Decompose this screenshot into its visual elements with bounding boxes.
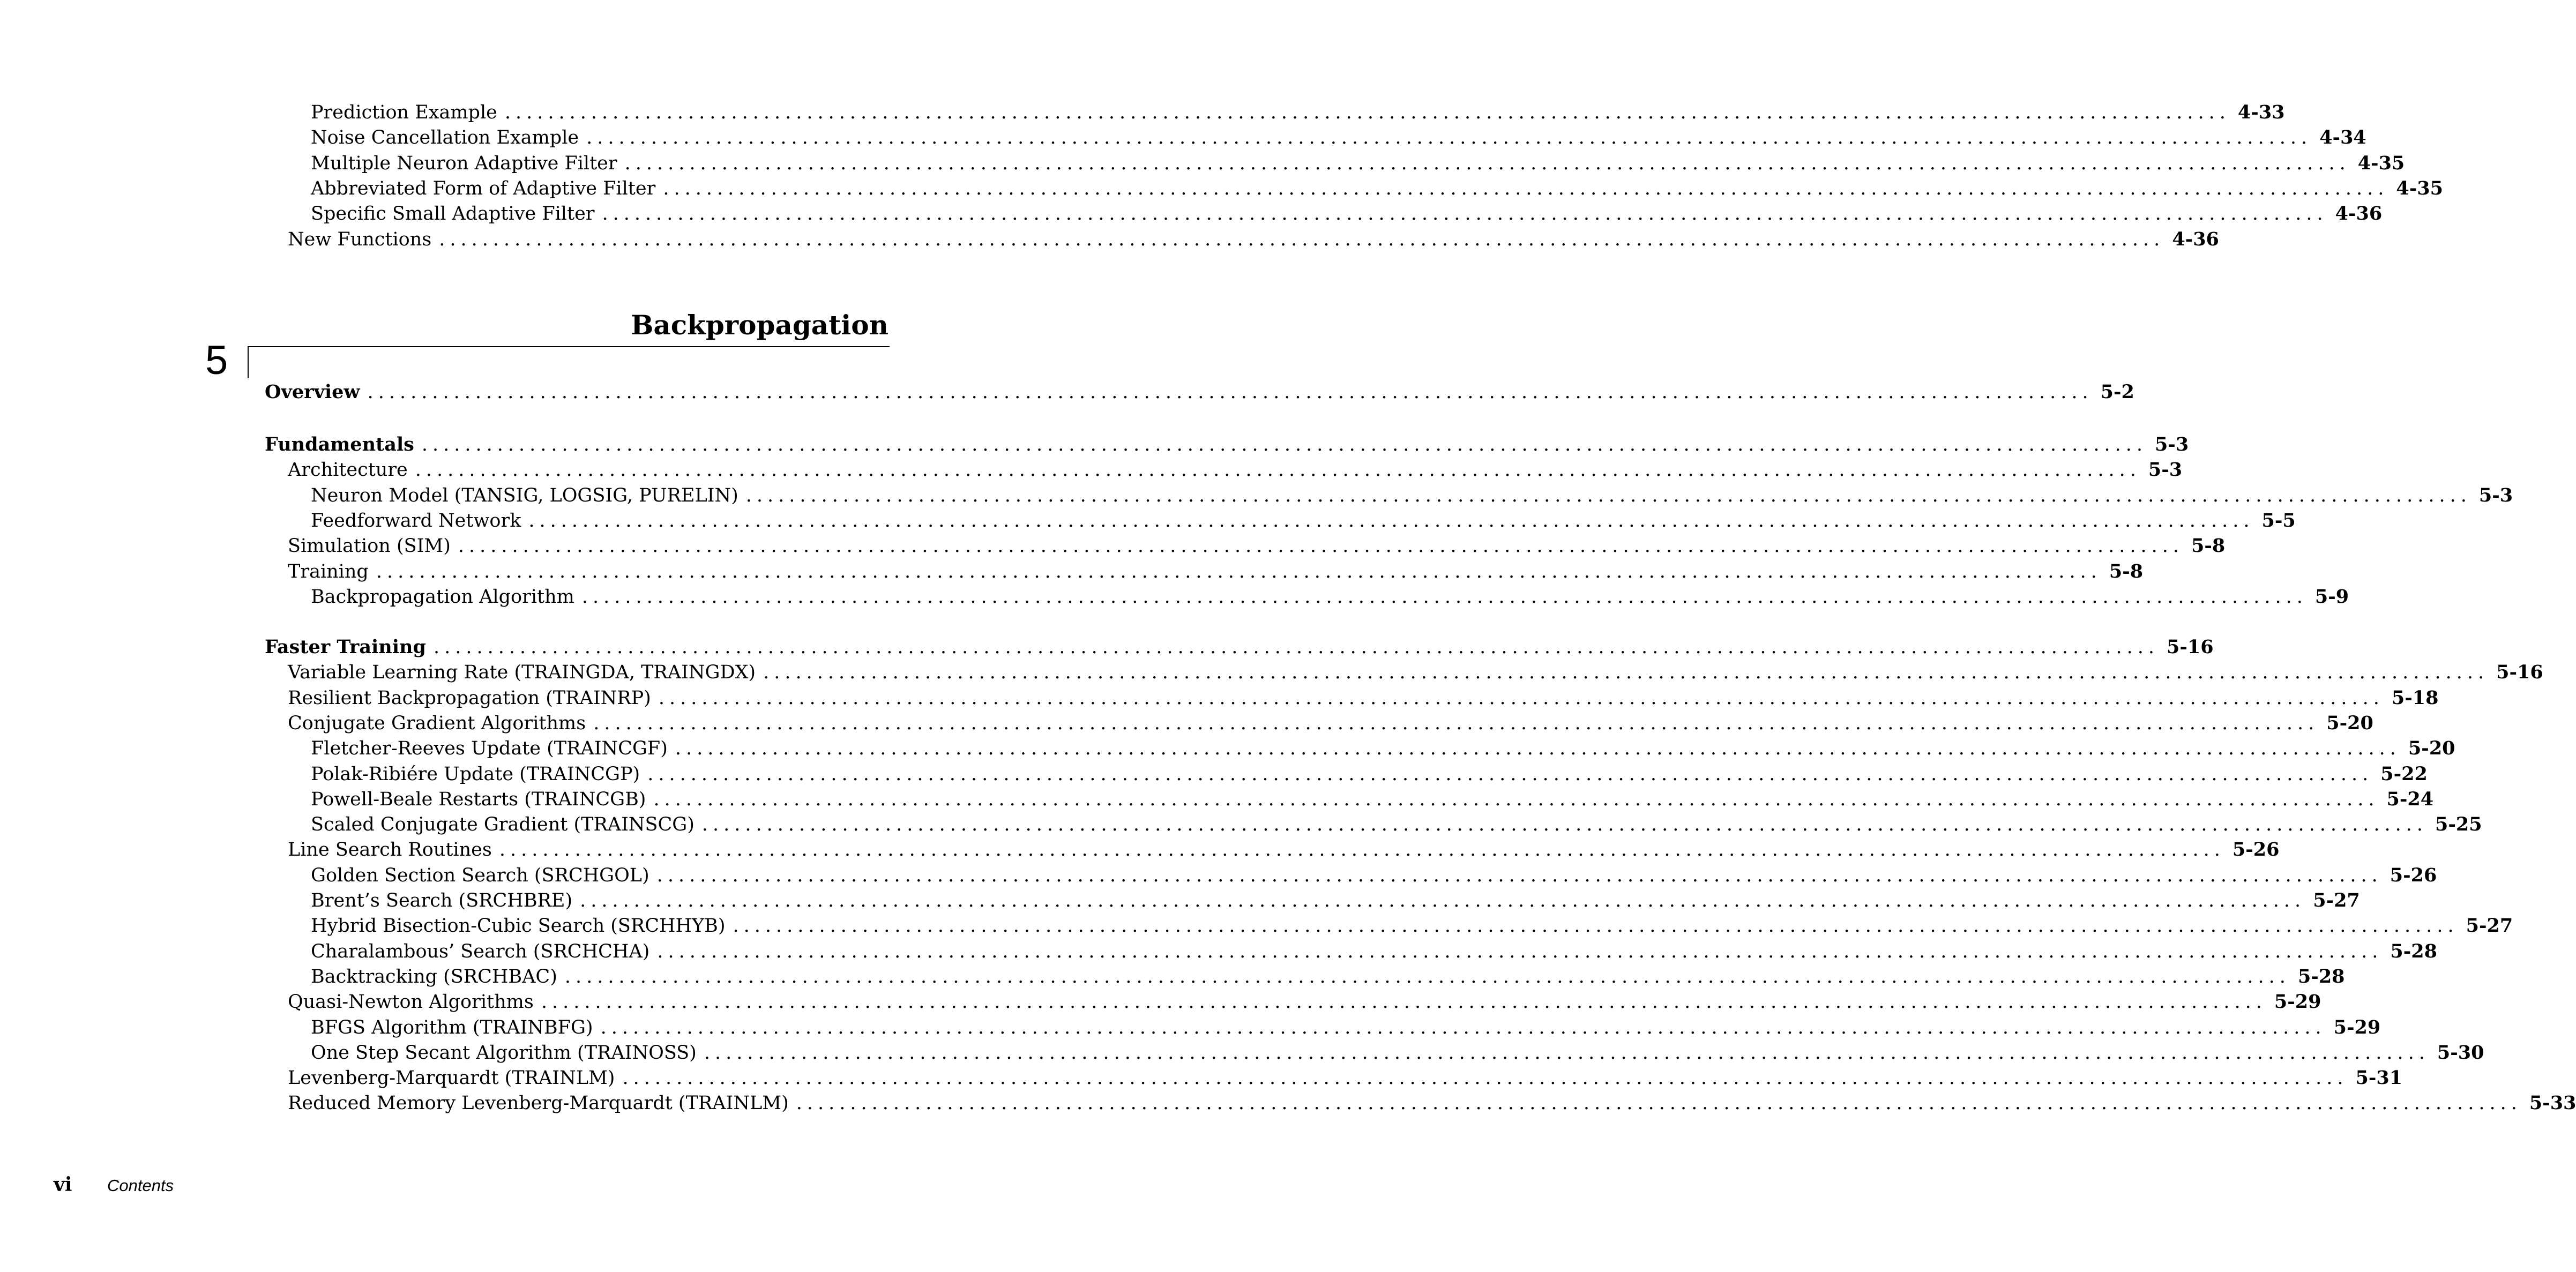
toc-entry[interactable] xyxy=(311,863,2437,888)
toc-entry-page-number: 5-20 xyxy=(2326,712,2373,734)
toc-entry-page-number: 5-22 xyxy=(2380,762,2428,785)
toc-entry-page-number: 5-8 xyxy=(2191,535,2226,557)
chapter-number: 5 xyxy=(205,338,228,383)
toc-entry-page-number: 5-25 xyxy=(2435,813,2482,836)
toc-dot-leader: ................................................................................................................................................................ xyxy=(439,228,2165,250)
toc-entry-page-number: 5-28 xyxy=(2297,965,2345,987)
toc-entry[interactable] xyxy=(311,913,2513,938)
toc-entry-label: Noise Cancellation Example xyxy=(311,127,579,149)
toc-entry-label: Prediction Example xyxy=(311,102,497,123)
toc-dot-leader: ................................................................................................................................................................ xyxy=(658,687,2384,709)
toc-entry-label: Charalambous’ Search (SRCHCHA) xyxy=(311,940,650,962)
toc-entry-label: Fundamentals xyxy=(265,433,414,455)
toc-entry-page-number: 4-33 xyxy=(2237,101,2285,123)
toc-entry[interactable] xyxy=(288,457,2183,482)
toc-dot-leader: ................................................................................................................................................................ xyxy=(647,763,2373,785)
toc-dot-leader: ................................................................................................................................................................ xyxy=(367,381,2093,403)
toc-entry-label: Hybrid Bisection-Cubic Search (SRCHHYB) xyxy=(311,915,726,937)
toc-entry[interactable] xyxy=(288,559,2144,584)
toc-dot-leader: ................................................................................................................................................................ xyxy=(663,177,2389,199)
toc-entry-page-number: 5-16 xyxy=(2496,661,2543,684)
toc-entry[interactable] xyxy=(288,533,2226,558)
toc-entry-page-number: 5-30 xyxy=(2437,1041,2484,1064)
toc-entry[interactable] xyxy=(311,176,2443,201)
toc-dot-leader: ................................................................................................................................................................ xyxy=(796,1093,2522,1114)
toc-dot-leader: ................................................................................................................................................................ xyxy=(580,890,2306,911)
toc-entry[interactable] xyxy=(265,432,2189,457)
toc-dot-leader: ................................................................................................................................................................ xyxy=(433,637,2160,658)
toc-entry-label: New Functions xyxy=(288,228,432,250)
toc-entry-page-number: 5-26 xyxy=(2232,839,2280,861)
toc-entry-label: Line Search Routines xyxy=(288,839,492,861)
toc-entry-page-number: 5-26 xyxy=(2390,864,2437,886)
toc-entry-label: Feedforward Network xyxy=(311,510,521,532)
toc-entry-page-number: 5-20 xyxy=(2408,737,2455,760)
toc-entry[interactable] xyxy=(311,125,2366,150)
toc-dot-leader: ................................................................................................................................................................ xyxy=(657,940,2383,962)
toc-dot-leader: ................................................................................................................................................................ xyxy=(586,127,2312,149)
chapter-rule xyxy=(248,346,890,347)
toc-entry-page-number: 4-35 xyxy=(2357,152,2405,174)
toc-entry-label: BFGS Algorithm (TRAINBFG) xyxy=(311,1016,593,1038)
toc-dot-leader: ................................................................................................................................................................ xyxy=(458,535,2184,557)
toc-entry-label: Abbreviated Form of Adaptive Filter xyxy=(311,177,656,199)
toc-entry-page-number: 5-9 xyxy=(2314,585,2349,608)
toc-entry-page-number: 5-16 xyxy=(2167,636,2214,658)
toc-dot-leader: ................................................................................................................................................................ xyxy=(602,203,2328,225)
toc-entry-page-number: 5-3 xyxy=(2148,459,2183,481)
toc-entry[interactable] xyxy=(311,787,2434,812)
toc-dot-leader: ................................................................................................................................................................ xyxy=(581,586,2308,608)
toc-dot-leader: ................................................................................................................................................................ xyxy=(622,1067,2348,1089)
toc-entry-label: Backpropagation Algorithm xyxy=(311,586,574,608)
toc-entry-page-number: 5-5 xyxy=(2261,509,2296,532)
toc-entry[interactable] xyxy=(311,151,2405,176)
toc-entry-page-number: 4-35 xyxy=(2396,177,2443,199)
toc-entry[interactable] xyxy=(311,964,2345,989)
toc-entry[interactable] xyxy=(288,837,2280,862)
toc-entry-page-number: 5-29 xyxy=(2274,991,2321,1013)
toc-entry[interactable] xyxy=(265,634,2214,660)
toc-entry-page-number: 5-3 xyxy=(2154,433,2189,455)
toc-entry-label: Reduced Memory Levenberg-Marquardt (TRAINLM) xyxy=(288,1093,789,1114)
toc-entry[interactable] xyxy=(311,1040,2484,1065)
toc-entry[interactable] xyxy=(288,1090,2576,1116)
toc-entry[interactable] xyxy=(311,812,2482,837)
toc-entry-page-number: 4-36 xyxy=(2335,203,2383,225)
toc-entry[interactable] xyxy=(288,660,2543,685)
toc-entry-page-number: 5-33 xyxy=(2529,1092,2576,1114)
toc-entry-page-number: 4-34 xyxy=(2319,126,2366,149)
toc-dot-leader: ................................................................................................................................................................ xyxy=(600,1016,2326,1038)
toc-entry[interactable] xyxy=(311,201,2383,226)
toc-entry[interactable] xyxy=(311,100,2285,125)
toc-entry-label: Overview xyxy=(265,381,360,403)
toc-dot-leader: ................................................................................................................................................................ xyxy=(499,839,2225,861)
toc-entry-label: Training xyxy=(288,560,369,582)
toc-dot-leader: ................................................................................................................................................................ xyxy=(675,738,2401,760)
toc-entry-label: One Step Secant Algorithm (TRAINOSS) xyxy=(311,1042,697,1064)
toc-entry[interactable] xyxy=(288,989,2321,1014)
toc-entry[interactable] xyxy=(311,508,2296,533)
toc-entry-label: Golden Section Search (SRCHGOL) xyxy=(311,864,649,886)
toc-dot-leader: ................................................................................................................................................................ xyxy=(593,712,2319,734)
toc-dot-leader: ................................................................................................................................................................ xyxy=(564,966,2290,987)
toc-entry-label: Faster Training xyxy=(265,636,426,658)
toc-dot-leader: ................................................................................................................................................................ xyxy=(745,484,2472,506)
toc-entry-label: Quasi-Newton Algorithms xyxy=(288,991,534,1013)
toc-dot-leader: ................................................................................................................................................................ xyxy=(415,459,2141,481)
toc-entry-page-number: 5-27 xyxy=(2466,915,2513,937)
toc-entry-page-number: 5-29 xyxy=(2333,1016,2381,1038)
toc-entry-page-number: 5-8 xyxy=(2109,560,2144,582)
toc-entry[interactable] xyxy=(311,1015,2381,1040)
footer-section-name: Contents xyxy=(107,1176,174,1195)
toc-dot-leader: ................................................................................................................................................................ xyxy=(528,510,2254,532)
toc-entry-label: Conjugate Gradient Algorithms xyxy=(288,712,586,734)
toc-dot-leader: ................................................................................................................................................................ xyxy=(656,864,2383,886)
toc-entry-label: Specific Small Adaptive Filter xyxy=(311,203,595,225)
toc-entry-label: Resilient Backpropagation (TRAINRP) xyxy=(288,687,651,709)
footer-page-number: vi xyxy=(54,1173,72,1196)
toc-dot-leader: ................................................................................................................................................................ xyxy=(376,560,2102,582)
toc-entry-label: Variable Learning Rate (TRAINGDA, TRAINGDX) xyxy=(288,662,756,684)
toc-dot-leader: ................................................................................................................................................................ xyxy=(763,662,2489,684)
toc-entry[interactable] xyxy=(288,227,2219,252)
toc-entry[interactable] xyxy=(311,888,2360,913)
toc-entry-label: Levenberg-Marquardt (TRAINLM) xyxy=(288,1067,615,1089)
toc-dot-leader: ................................................................................................................................................................ xyxy=(701,814,2428,836)
toc-entry-page-number: 4-36 xyxy=(2172,228,2219,250)
chapter-title: Backpropagation xyxy=(631,309,888,341)
toc-entry-label: Brent’s Search (SRCHBRE) xyxy=(311,890,573,911)
toc-entry[interactable] xyxy=(288,710,2373,736)
chapter-vertical-rule xyxy=(248,346,249,378)
toc-entry-label: Simulation (SIM) xyxy=(288,535,451,557)
toc-entry-page-number: 5-27 xyxy=(2313,889,2360,911)
toc-dot-leader: ................................................................................................................................................................ xyxy=(541,991,2267,1013)
toc-entry[interactable] xyxy=(265,379,2134,405)
toc-entry-label: Neuron Model (TANSIG, LOGSIG, PURELIN) xyxy=(311,484,738,506)
toc-entry-label: Powell-Beale Restarts (TRAINCGB) xyxy=(311,788,646,810)
toc-entry[interactable] xyxy=(311,939,2438,964)
toc-dot-leader: ................................................................................................................................................................ xyxy=(704,1042,2430,1064)
toc-dot-leader: ................................................................................................................................................................ xyxy=(653,788,2379,810)
toc-entry[interactable] xyxy=(288,685,2439,710)
toc-dot-leader: ................................................................................................................................................................ xyxy=(421,434,2147,455)
toc-entry-label: Fletcher-Reeves Update (TRAINCGF) xyxy=(311,738,668,760)
toc-entry-page-number: 5-28 xyxy=(2390,940,2438,962)
toc-entry[interactable] xyxy=(311,736,2455,761)
toc-dot-leader: ................................................................................................................................................................ xyxy=(504,102,2230,123)
toc-entry-label: Polak-Ribiére Update (TRAINCGP) xyxy=(311,763,640,785)
toc-dot-leader: ................................................................................................................................................................ xyxy=(624,152,2350,174)
toc-entry-page-number: 5-2 xyxy=(2100,381,2134,403)
toc-entry[interactable] xyxy=(311,483,2513,508)
toc-dot-leader: ................................................................................................................................................................ xyxy=(733,915,2459,937)
toc-entry-label: Multiple Neuron Adaptive Filter xyxy=(311,152,617,174)
toc-entry[interactable] xyxy=(311,761,2428,787)
toc-entry-page-number: 5-18 xyxy=(2391,686,2439,709)
toc-entry[interactable] xyxy=(288,1065,2403,1090)
toc-entry-page-number: 5-24 xyxy=(2386,788,2434,810)
toc-entry-label: Architecture xyxy=(288,459,408,481)
toc-entry-page-number: 5-31 xyxy=(2355,1067,2403,1089)
toc-entry-label: Scaled Conjugate Gradient (TRAINSCG) xyxy=(311,814,695,836)
toc-entry-page-number: 5-3 xyxy=(2478,484,2513,506)
toc-entry-label: Backtracking (SRCHBAC) xyxy=(311,966,557,987)
toc-entry[interactable] xyxy=(311,584,2349,609)
